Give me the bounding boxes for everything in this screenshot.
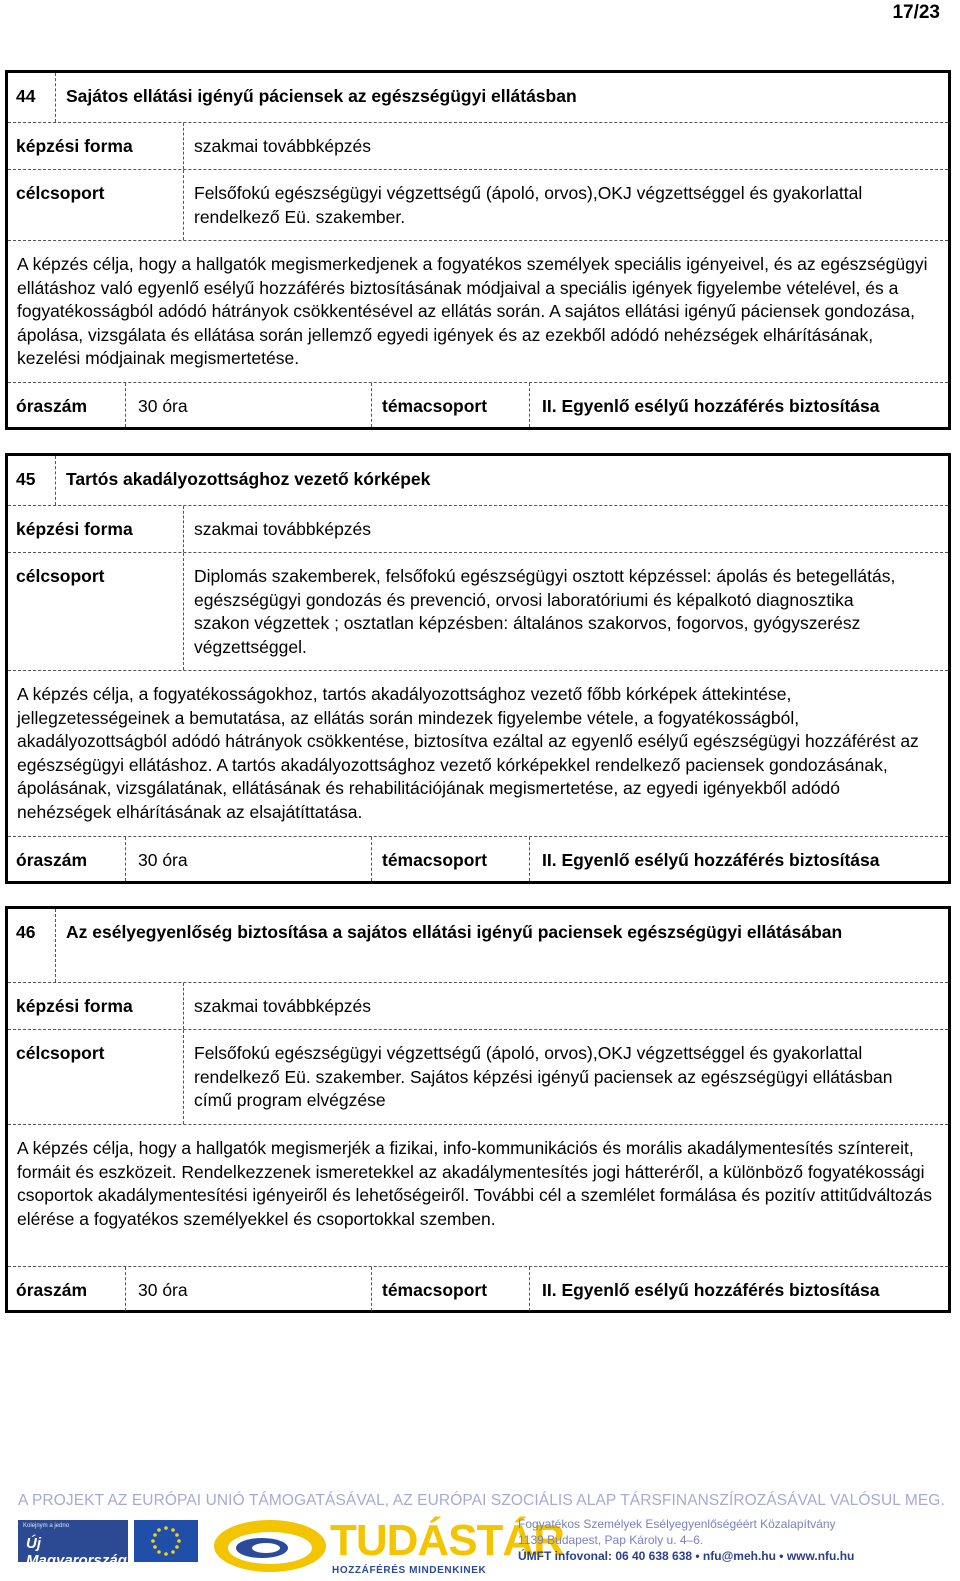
kepzesi-forma-label: képzési forma: [8, 123, 184, 169]
info-row: [8, 837, 948, 881]
tudastar-logo: [210, 1510, 564, 1581]
org-name: Fogyatékos Személyek Esélyegyenlőségéért Közalapítvány: [518, 1517, 836, 1531]
course-title: Tartós akadályozottsághoz vezető kórképek: [66, 469, 431, 489]
temacsoport-value: II. Egyenlő esélyű hozzáférés biztosítása: [542, 1280, 880, 1300]
oraszam-value: 30 óra: [126, 1267, 372, 1311]
course-title: Az esélyegyenlőség biztosítása a sajátos ellátási igényű paciensek egészségügyi ellátásában: [66, 922, 843, 942]
info-row: [8, 383, 948, 427]
eu-flag-icon: [134, 1520, 198, 1562]
oraszam-label: óraszám: [8, 383, 126, 427]
tudastar-subtitle: HOZZÁFÉRÉS MINDENKINEK: [332, 1565, 487, 1576]
celcsoport-row: [8, 1030, 948, 1125]
course-description: A képzés célja, hogy a hallgatók megismerjék a fizikai, info-kommunikációs és morális akadálymentesítés színtereit, formáit és eszközeit. Rendelkezzenek ismeretekkel az akadálymentesítés jogi hátteréről, a különböző fogyatékossági csoportok akadálymentesítési igényeiről és lehetőségeiről. További cél a szemlélet formálása és pozitív attitűdváltozás elérése a fogyatékos személyekkel és csoportokkal szemben.: [17, 1138, 933, 1229]
um-logo-text: Új Magyarország: [26, 1535, 127, 1569]
course-number: 45: [8, 456, 56, 505]
temacsoport-value: II. Egyenlő esélyű hozzáférés biztosítása: [542, 850, 880, 870]
organization-info: [518, 1516, 854, 1564]
course-card-46: [5, 906, 951, 1313]
org-address: 1139 Budapest, Pap Károly u. 4–6.: [518, 1533, 704, 1547]
title-row: [8, 909, 948, 983]
course-number: 44: [8, 73, 56, 122]
kepzesi-forma-row: [8, 123, 948, 170]
title-row: [8, 456, 948, 506]
oraszam-label: óraszám: [8, 1267, 126, 1311]
page-footer: [0, 1488, 960, 1578]
description-row: [8, 671, 948, 837]
kepzesi-forma-label: képzési forma: [8, 983, 184, 1029]
celcsoport-value: Felsőfokú egészségügyi végzettségű (ápoló, orvos),OKJ végzettséggel és gyakorlattal rendelkező Eü. szakember.: [194, 183, 863, 227]
tudastar-word: TUDÁSTÁR: [330, 1516, 564, 1565]
kepzesi-forma-row: [8, 506, 948, 553]
kepzesi-forma-label: képzési forma: [8, 506, 184, 552]
kepzesi-forma-row: [8, 983, 948, 1030]
celcsoport-value: Felsőfokú egészségügyi végzettségű (ápoló, orvos),OKJ végzettséggel és gyakorlattal rendelkező Eü. szakember. Sajátos képzési igényű paciensek az egészségügyi ellátásban című program elvégzése: [194, 1043, 893, 1110]
info-row: [8, 1267, 948, 1311]
celcsoport-label: célcsoport: [8, 170, 184, 240]
celcsoport-label: célcsoport: [8, 1030, 184, 1124]
celcsoport-row: [8, 170, 948, 241]
temacsoport-label: témacsoport: [372, 837, 530, 881]
description-row: [8, 241, 948, 383]
oraszam-value: 30 óra: [126, 383, 372, 427]
tudastar-swirl-icon: [210, 1510, 330, 1576]
oraszam-label: óraszám: [8, 837, 126, 881]
course-card-44: [5, 70, 951, 430]
description-row: [8, 1125, 948, 1267]
kepzesi-forma-value: szakmai továbbképzés: [194, 136, 372, 156]
course-card-45: [5, 453, 951, 884]
celcsoport-label: célcsoport: [8, 553, 184, 670]
eu-stars-icon: [134, 1520, 198, 1562]
temacsoport-label: témacsoport: [372, 1267, 530, 1311]
org-contact: ÚMFT infovonal: 06 40 638 638 • nfu@meh.hu • www.nfu.hu: [518, 1549, 855, 1563]
um-tagline: Kolejnym a jedno: [23, 1523, 70, 1529]
course-title: Sajátos ellátási igényű páciensek az egészségügyi ellátásban: [66, 86, 577, 106]
eu-funding-line: A PROJEKT AZ EURÓPAI UNIÓ TÁMOGATÁSÁVAL, AZ EURÓPAI SZOCIÁLIS ALAP TÁRSFINANSZÍROZÁSÁVAL VALÓSUL MEG.: [18, 1492, 945, 1509]
temacsoport-label: témacsoport: [372, 383, 530, 427]
celcsoport-value: Diplomás szakemberek, felsőfokú egészségügyi osztott képzéssel: ápolás és betegellátás, egészségügyi gondozás és prevenció, orvosi laboratóriumi és képalkotó diagnosztika szakon végzettek ; osztatlan képzésben: általános szakorvos, fogorvos, gyógyszerész végzettséggel.: [194, 566, 896, 657]
uj-magyarorszag-logo: [18, 1520, 128, 1569]
temacsoport-value: II. Egyenlő esélyű hozzáférés biztosítása: [542, 396, 880, 416]
kepzesi-forma-value: szakmai továbbképzés: [194, 519, 372, 539]
oraszam-value: 30 óra: [126, 837, 372, 881]
title-row: [8, 73, 948, 123]
course-description: A képzés célja, hogy a hallgatók megismerkedjenek a fogyatékos személyek speciális igényeivel, és az egészségügyi ellátáshoz való egyenlő esélyű hozzáférés biztosításának módjaival a speciális igények figyelembe vételével, és a fogyatékosságból adódó hátrányok csökkentésével az ellátás során. A sajátos ellátási igényű páciensek gondozása, ápolása, vizsgálata és ellátása során jellemző egyedi igények és az ezekből adódó nehézségek elhárításának, kezelési módjainak megismertetése.: [17, 254, 928, 368]
celcsoport-row: [8, 553, 948, 671]
kepzesi-forma-value: szakmai továbbképzés: [194, 996, 372, 1016]
course-number: 46: [8, 909, 56, 982]
course-description: A képzés célja, a fogyatékosságokhoz, tartós akadályozottsághoz vezető főbb kórképek áttekintése, jellegzetességeinek a bemutatása, az ellátás során mindezek figyelembe vétele, a fogyatékosságból, akadályozottságból adódó hátrányok csökkentése, biztosítva ezáltal az egyenlő esélyű egészségügyi hozzáférést az egészségügyi ellátáshoz. A tartós akadályozottsághoz vezető kórképekkel rendelkező paciensek gondozásának, ápolásának, vizsgálatának, ellátásának és rehabilitációjának megismertetése, az egyedi igényekből adódó nehézségek elhárításának az elsajátíttatása.: [17, 684, 919, 822]
page-number: 17/23: [892, 2, 940, 23]
